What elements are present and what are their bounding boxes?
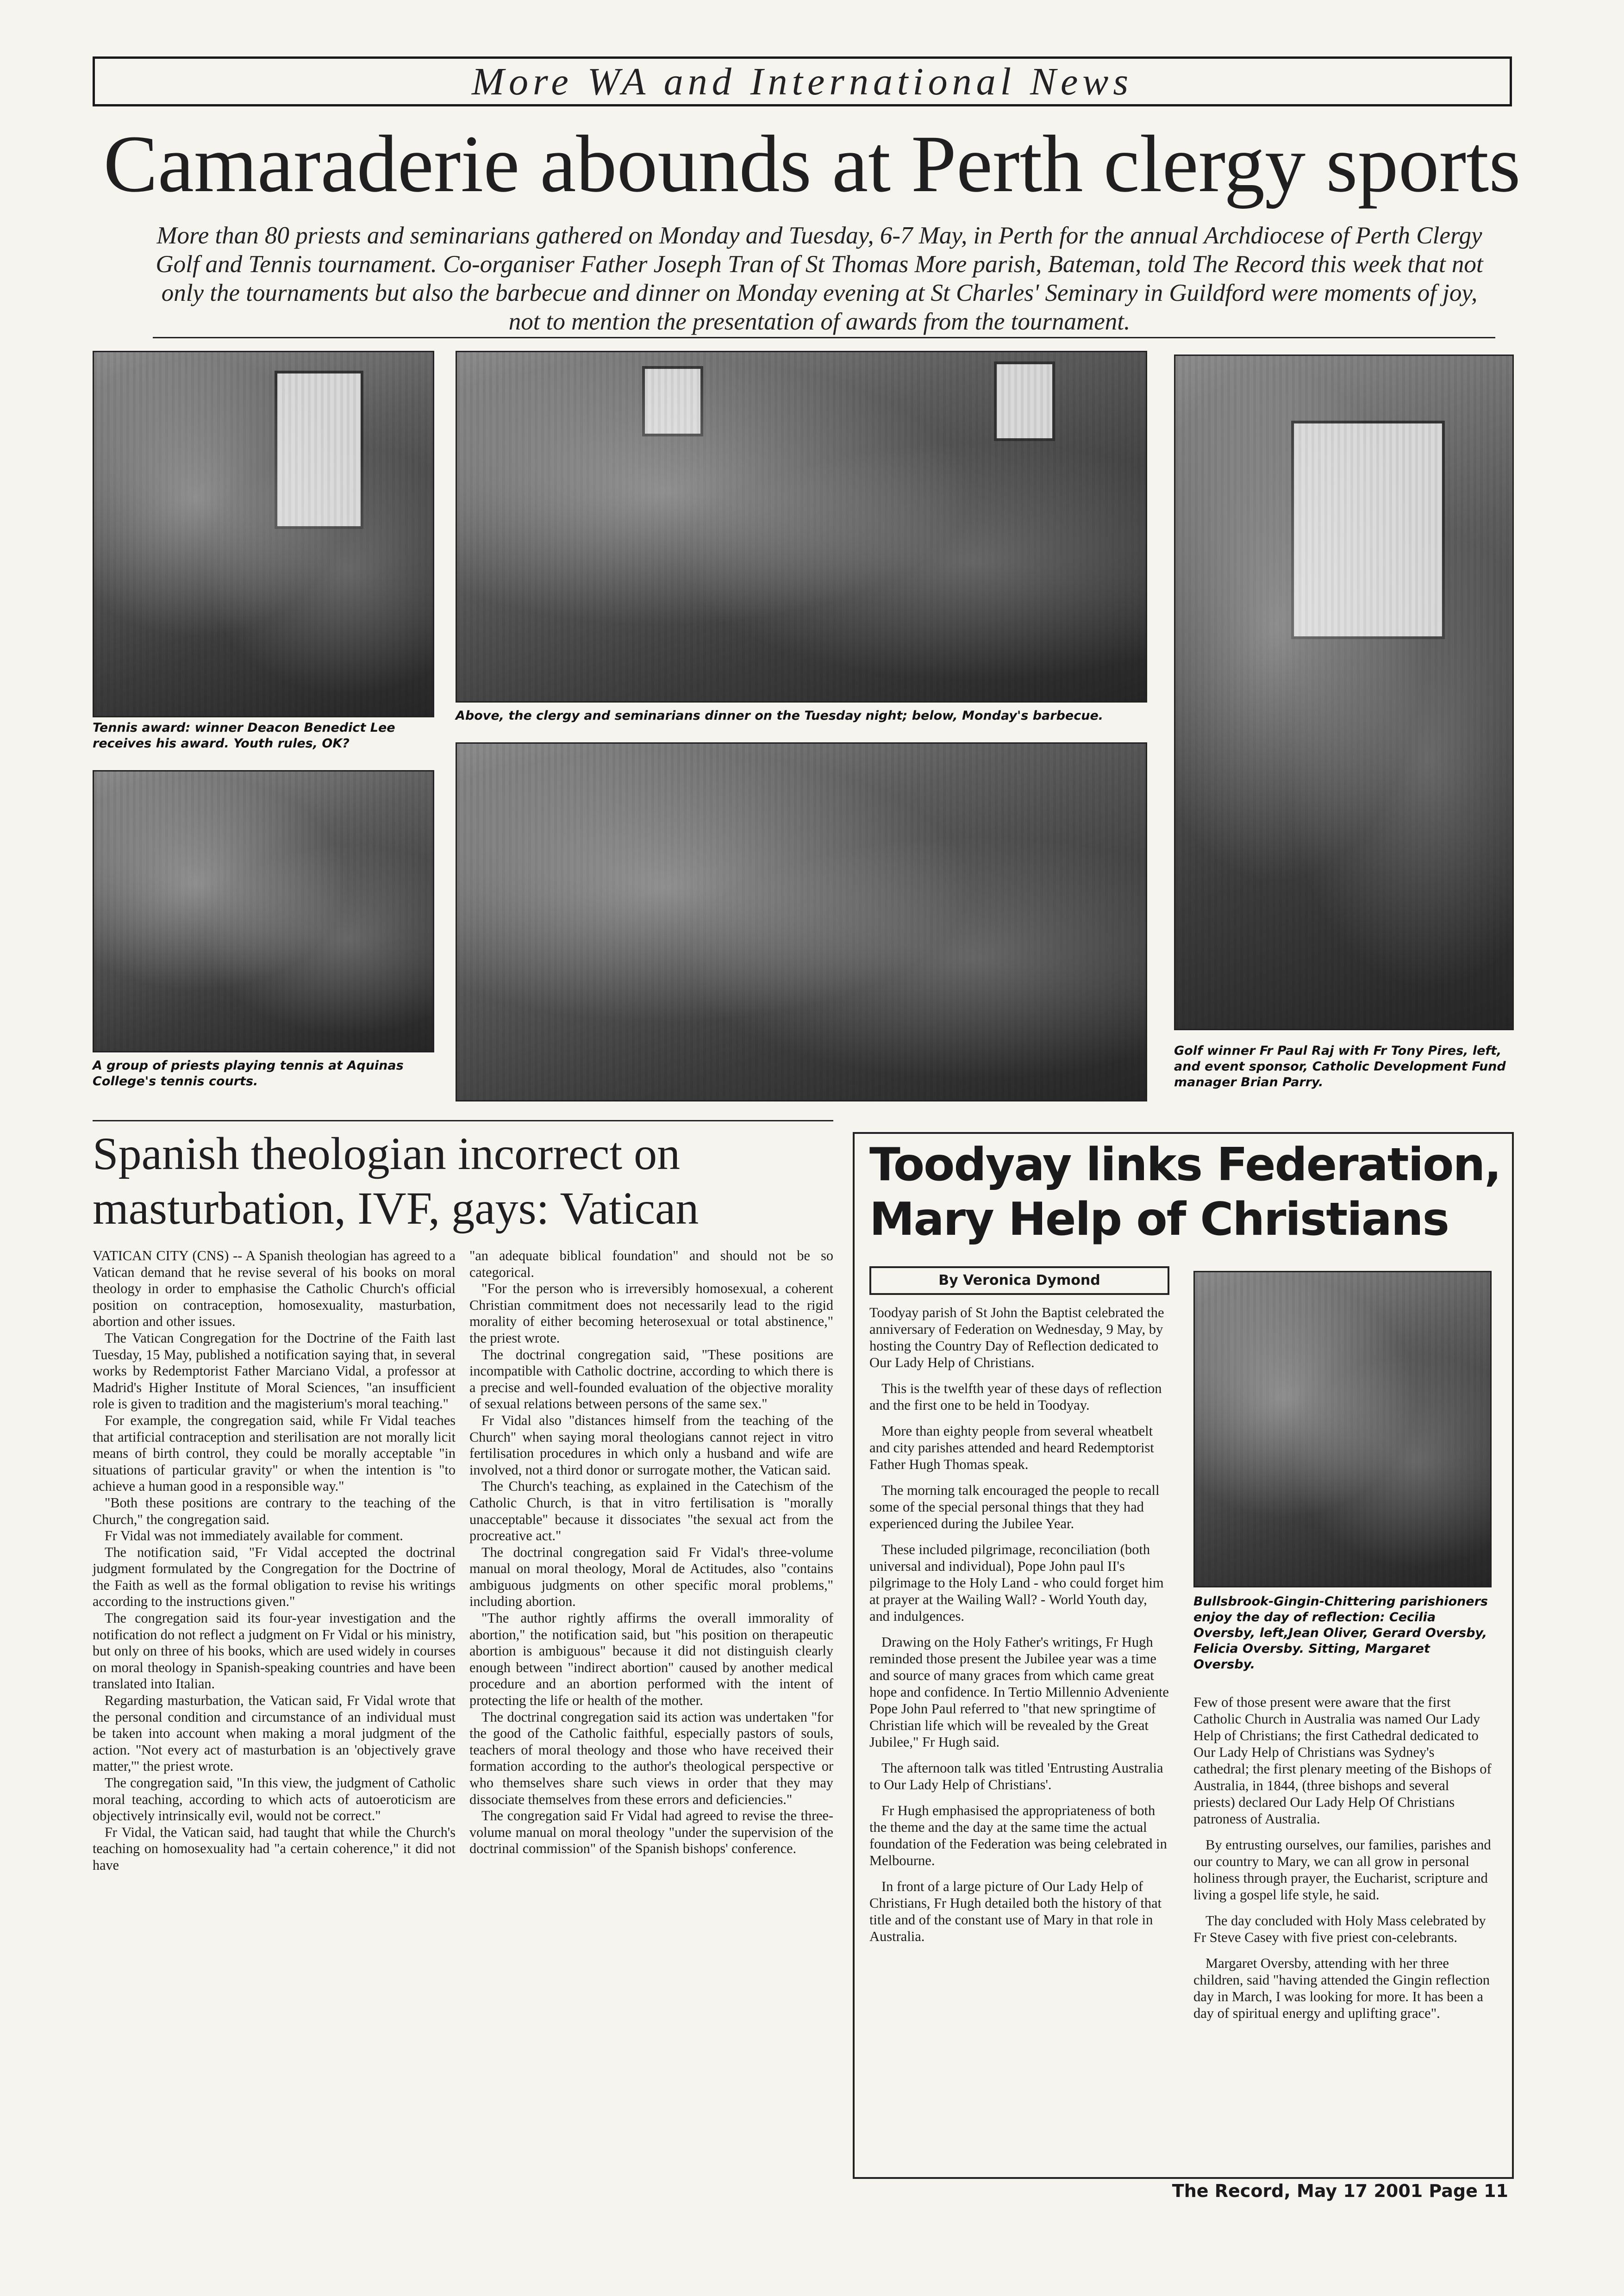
standfirst-rule	[153, 337, 1495, 338]
page-footer: The Record, May 17 2001 Page 11	[1172, 2181, 1508, 2201]
tennis-award-caption: Tennis award: winner Deacon Benedict Lee receives his award. Youth rules, OK?	[93, 721, 395, 751]
paragraph: The doctrinal congregation said its action was undertaken "for the good of the Catholic faithful, especially pastors of souls, teachers of moral theology and those who have received their formation according to the author's theological perspective or who themselves share such views in order that they may dissociate themselves from these errors and deficiencies."	[469, 1709, 833, 1807]
golf-winner-caption: Golf winner Fr Paul Raj with Fr Tony Pires, left, and event sponsor, Catholic Development Fund manager Brian Parry.	[1174, 1044, 1506, 1089]
paragraph: Regarding masturbation, the Vatican said, Fr Vidal wrote that the personal condition and circumstance of an individual must be taken into account when making a moral judgment of the action. "Not every act of masturbation is an 'objectively grave matter,'" the priest wrote.	[93, 1692, 456, 1774]
paragraph: The congregation said its four-year investigation and the notification do not reflect a judgment on Fr Vidal or his ministry, but only on three of his books, which are used widely in courses on moral theology in Spanish-speaking countries and have been translated into Italian.	[93, 1610, 456, 1692]
paragraph: By entrusting ourselves, our families, parishes and our country to Mary, we can all grow in personal holiness through prayer, the Eucharist, scripture and living a gospel life style, he said.	[1193, 1837, 1491, 1903]
paragraph: These included pilgrimage, reconciliation (both universal and individual), Pope John paul II's pilgrimage to the Holy Land - who could forget him at prayer at the Wailing Wall? - World Youth day, and indulgences.	[869, 1542, 1164, 1624]
paragraph: "Both these positions are contrary to the teaching of the Church," the congregation said.	[93, 1494, 456, 1527]
paragraph: Fr Vidal, the Vatican said, had taught that while the Church's teaching on homosexuality had "a certain coherence," it did not have	[93, 1824, 456, 1873]
paragraph: "For the person who is irreversibly homosexual, a coherent Christian commitment does not necessarily lead to the rigid morality of either becoming heterosexual or total abstinence," the priest wrote.	[469, 1281, 833, 1346]
tennis-group-caption: A group of priests playing tennis at Aquinas College's tennis courts.	[93, 1058, 404, 1089]
paragraph: Margaret Oversby, attending with her three children, said "having attended the Gingin reflection day in March, I was looking for more. It has been a day of spiritual energy and uplifting grace".	[1193, 1955, 1490, 2021]
paragraph: The Church's teaching, as explained in the Catechism of the Catholic Church, is that in vitro fertilisation is "morally unacceptable" because it dissociates "the sexual act from the procreative act."	[469, 1478, 833, 1544]
paragraph: Fr Hugh emphasised the appropriateness of both the theme and the day at the same time the actual foundation of the Federation was being celebrated in Melbourne.	[869, 1803, 1167, 1868]
paragraph: In front of a large picture of Our Lady Help of Christians, Fr Hugh detailed both the history of that title and of the constant use of Mary in that role in Australia.	[869, 1879, 1162, 1944]
paragraph: The morning talk encouraged the people to recall some of the special personal things that they had experienced during the Jubilee Year.	[869, 1482, 1160, 1531]
spanish-column-2	[469, 1248, 833, 1857]
paragraph: The notification said, "Fr Vidal accepted the doctrinal judgment formulated by the Congregation for the Doctrine of the Faith as well as the formal obligation to revise his writings according to the instructions given."	[93, 1544, 456, 1610]
paragraph: "The author rightly affirms the overall immorality of abortion," the notification said, but "his position on therapeutic abortion is ambiguous" because it did not distinguish clearly enough between "indirect abortion" caused by another medical procedure and an abortion performed with the intent of protecting the life or health of the mother.	[469, 1610, 833, 1709]
paragraph: The doctrinal congregation said, "These positions are incompatible with Catholic doctrine, according to which there is a precise and well-founded evaluation of the objective morality of sexual relations between persons of the same sex."	[469, 1346, 833, 1412]
paragraph: The Vatican Congregation for the Doctrine of the Faith last Tuesday, 15 May, published a notification saying that, in several works by Redemptorist Father Marciano Vidal, a professor at Madrid's Higher Institute of Moral Sciences, "an insufficient role is given to tradition and the magisterium's moral teaching."	[93, 1330, 456, 1412]
paragraph: The doctrinal congregation said Fr Vidal's three-volume manual on moral theology, Moral de Actitudes, also "contains ambiguous judgments on other specific moral problems," including abortion.	[469, 1544, 833, 1610]
section-banner	[93, 56, 1512, 106]
toodyay-column-1	[869, 1304, 1169, 1954]
paragraph: VATICAN CITY (CNS) -- A Spanish theologian has agreed to a Vatican demand that he revise several of his books on moral theology in order to emphasise the Catholic Church's official position on contraception, homosexuality, masturbation, abortion and other issues.	[93, 1248, 456, 1330]
paragraph: Few of those present were aware that the first Catholic Church in Australia was named Our Lady Help of Christians; the first Cathedral dedicated to Our Lady Help of Christians was Sydney's cathedral; the first plenary meeting of the Bishops of Australia, in 1844, (three bishops and several priests) declared Our Lady Help Of Christians patroness of Australia.	[1193, 1694, 1492, 1827]
parishioners-caption: Bullsbrook-Gingin-Chittering parishioners enjoy the day of reflection: Cecilia Oversby, left,Jean Oliver, Gerard Oversby, Felicia Oversby. Sitting, Margaret Oversby.	[1193, 1594, 1488, 1672]
paragraph: More than eighty people from several wheatbelt and city parishes attended and heard Redemptorist Father Hugh Thomas speak.	[869, 1423, 1154, 1472]
standfirst: More than 80 priests and seminarians gathered on Monday and Tuesday, 6-7 May, in Perth for the annual Archdiocese of Perth Clergy Golf and Tennis tournament. Co-organiser Father Joseph Tran of St Thomas More parish, Bateman, told The Record this week that not only the tournaments but also the barbecue and dinner on Monday evening at St Charles' Seminary in Guildford were moments of joy, not to mention the presentation of awards from the tournament.	[156, 222, 1483, 335]
paragraph: The congregation said Fr Vidal had agreed to revise the three-volume manual on moral theology "under the supervision of the doctrinal commission" of the Spanish bishops' conference.	[469, 1808, 833, 1857]
dinner-photo	[456, 351, 1147, 703]
paragraph: "an adequate biblical foundation" and should not be so categorical.	[469, 1248, 833, 1280]
dinner-caption: Above, the clergy and seminarians dinner on the Tuesday night; below, Monday's barbecue.	[456, 709, 1104, 723]
paragraph: Fr Vidal also "distances himself from the teaching of the Church" when saying moral theologians cannot reject in vitro fertilisation procedures in which only a husband and wife are involved, not a third donor or surrogate mother, the Vatican said.	[469, 1412, 833, 1478]
paragraph: The afternoon talk was titled 'Entrusting Australia to Our Lady Help of Christians'.	[869, 1760, 1163, 1792]
paragraph: Drawing on the Holy Father's writings, Fr Hugh reminded those present the Jubilee year was a time and source of many graces from which came great hope and confidence. In Tertio Millennio Adveniente Pope John Paul referred to "that new springtime of Christian life which will be revealed by the Great Jubilee," Fr Hugh said.	[869, 1634, 1169, 1750]
paragraph: Toodyay parish of St John the Baptist celebrated the anniversary of Federation on Wednesday, 9 May, by hosting the Country Day of Reflection dedicated to Our Lady Help of Christians.	[869, 1305, 1164, 1370]
parishioners-photo	[1193, 1271, 1492, 1587]
section-title: More WA and International News	[471, 60, 1133, 103]
spanish-rule	[93, 1120, 833, 1121]
paragraph: For example, the congregation said, while Fr Vidal teaches that artificial contraception and sterilisation are not morally licit means of birth control, they could be morally acceptable "in situations of particular gravity" or when the intention is "to achieve a human good in a responsible way."	[93, 1412, 456, 1494]
tennis-group-photo	[93, 770, 434, 1052]
paragraph: This is the twelfth year of these days of reflection and the first one to be held in Toodyay.	[869, 1381, 1162, 1413]
toodyay-column-2	[1193, 1694, 1493, 2031]
barbecue-photo	[456, 742, 1147, 1101]
spanish-headline: Spanish theologian incorrect on masturbation, IVF, gays: Vatican	[93, 1128, 699, 1234]
paragraph: The day concluded with Holy Mass celebrated by Fr Steve Casey with five priest con-celebrants.	[1193, 1913, 1486, 1945]
paragraph: Fr Vidal was not immediately available for comment.	[105, 1528, 403, 1544]
toodyay-headline: Toodyay links Federation, Mary Help of Christians	[869, 1139, 1501, 1246]
golf-winner-photo	[1174, 355, 1514, 1030]
paragraph: The congregation said, "In this view, the judgment of Catholic moral teaching, according to which acts of autoeroticism are objectively intrinsically evil, would not be correct."	[93, 1775, 456, 1824]
main-headline: Camaraderie abounds at Perth clergy sports	[103, 119, 1521, 209]
tennis-award-photo	[93, 351, 434, 717]
spanish-column-1	[93, 1248, 456, 1874]
toodyay-byline: By Veronica Dymond	[869, 1266, 1169, 1295]
